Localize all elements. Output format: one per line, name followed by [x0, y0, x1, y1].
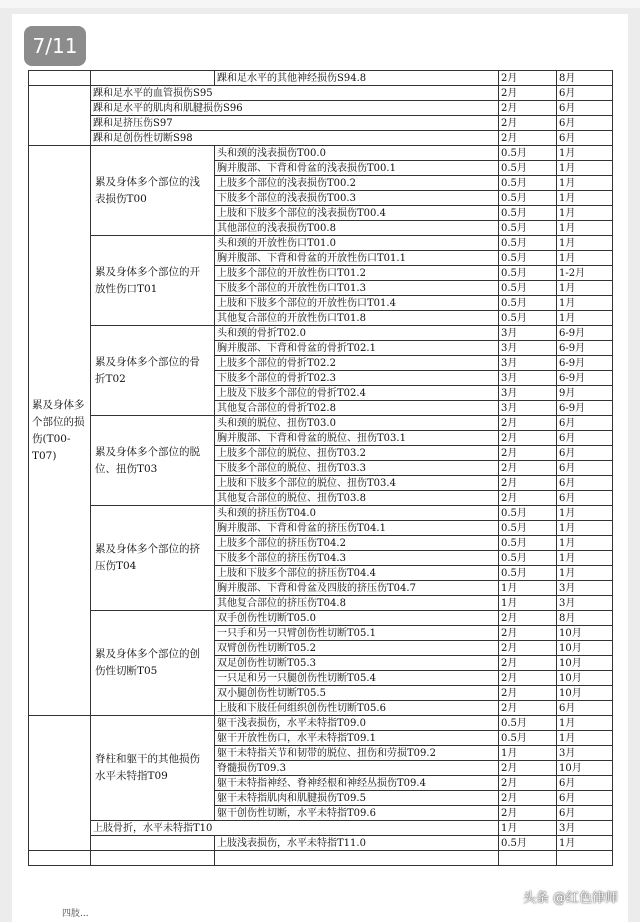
min-duration-cell: 2月	[499, 641, 557, 656]
table-row	[29, 116, 613, 131]
item-name-cell: 躯干浅表损伤，水平未特指T09.0	[215, 716, 499, 731]
min-duration-cell	[499, 851, 557, 866]
max-duration-cell: 6月	[557, 806, 613, 821]
min-duration-cell: 3月	[499, 371, 557, 386]
table-row	[29, 71, 613, 86]
max-duration-cell: 6月	[557, 416, 613, 431]
item-name-cell: 下肢多个部位的脱位、扭伤T03.3	[215, 461, 499, 476]
max-duration-cell: 6-9月	[557, 371, 613, 386]
top-strip	[0, 0, 640, 8]
item-name-cell: 上肢多个部位的浅表损伤T00.2	[215, 176, 499, 191]
max-duration-cell: 1月	[557, 506, 613, 521]
max-duration-cell: 1月	[557, 176, 613, 191]
min-duration-cell: 2月	[499, 476, 557, 491]
max-duration-cell: 10月	[557, 686, 613, 701]
item-name-cell: 头和颈的开放性伤口T01.0	[215, 236, 499, 251]
max-duration-cell: 6月	[557, 776, 613, 791]
max-duration-cell: 6-9月	[557, 401, 613, 416]
max-duration-cell: 3月	[557, 821, 613, 836]
max-duration-cell: 10月	[557, 671, 613, 686]
min-duration-cell: 2月	[499, 101, 557, 116]
max-duration-cell: 1月	[557, 566, 613, 581]
max-duration-cell: 1月	[557, 146, 613, 161]
min-duration-cell: 1月	[499, 821, 557, 836]
table-row	[29, 716, 613, 731]
min-duration-cell: 2月	[499, 461, 557, 476]
injury-table-body	[29, 71, 613, 866]
max-duration-cell: 1月	[557, 731, 613, 746]
max-duration-cell: 1月	[557, 161, 613, 176]
max-duration-cell: 6月	[557, 101, 613, 116]
max-duration-cell: 6月	[557, 446, 613, 461]
min-duration-cell: 1月	[499, 596, 557, 611]
item-name-cell: 踝和足水平的血管损伤S95	[91, 86, 499, 101]
max-duration-cell: 6月	[557, 86, 613, 101]
item-name-cell: 上肢和下肢多个部位的脱位、扭伤T03.4	[215, 476, 499, 491]
max-duration-cell: 6月	[557, 116, 613, 131]
min-duration-cell: 2月	[499, 86, 557, 101]
max-duration-cell: 1月	[557, 296, 613, 311]
group-name-cell: 累及身体多个部位的挤压伤T04	[91, 506, 215, 611]
item-name-cell: 踝和足创伤性切断S98	[91, 131, 499, 146]
item-name-cell: 其他部位的浅表损伤T00.8	[215, 221, 499, 236]
item-name-cell: 下肢多个部位的骨折T02.3	[215, 371, 499, 386]
min-duration-cell: 0.5月	[499, 281, 557, 296]
table-row	[29, 506, 613, 521]
item-name-cell: 胸并腹部、下背和骨盆的挤压伤T04.1	[215, 521, 499, 536]
item-name-cell: 一只手和另一只臂创伤性切断T05.1	[215, 626, 499, 641]
table-row	[29, 131, 613, 146]
min-duration-cell: 0.5月	[499, 251, 557, 266]
item-name-cell: 上肢和下肢多个部位的浅表损伤T00.4	[215, 206, 499, 221]
min-duration-cell: 2月	[499, 701, 557, 716]
min-duration-cell: 2月	[499, 776, 557, 791]
min-duration-cell: 0.5月	[499, 191, 557, 206]
max-duration-cell: 1月	[557, 251, 613, 266]
min-duration-cell: 0.5月	[499, 221, 557, 236]
item-name-cell: 胸并腹部、下背和骨盆及四肢的挤压伤T04.7	[215, 581, 499, 596]
table-row	[29, 236, 613, 251]
max-duration-cell: 6月	[557, 476, 613, 491]
injury-table	[28, 70, 613, 866]
table-row	[29, 101, 613, 116]
min-duration-cell: 2月	[499, 431, 557, 446]
table-row	[29, 146, 613, 161]
item-name-cell: 其他复合部位的脱位、扭伤T03.8	[215, 491, 499, 506]
max-duration-cell: 6月	[557, 431, 613, 446]
item-name-cell: 头和颈的脱位、扭伤T03.0	[215, 416, 499, 431]
min-duration-cell: 0.5月	[499, 146, 557, 161]
min-duration-cell: 2月	[499, 626, 557, 641]
max-duration-cell: 3月	[557, 746, 613, 761]
min-duration-cell: 2月	[499, 656, 557, 671]
min-duration-cell: 2月	[499, 611, 557, 626]
page-counter-badge: 7/11	[24, 26, 86, 66]
item-name-cell: 其他复合部位的挤压伤T04.8	[215, 596, 499, 611]
min-duration-cell: 0.5月	[499, 551, 557, 566]
table-row	[29, 86, 613, 101]
max-duration-cell: 1月	[557, 281, 613, 296]
table-row	[29, 836, 613, 851]
min-duration-cell: 2月	[499, 791, 557, 806]
min-duration-cell: 2月	[499, 686, 557, 701]
min-duration-cell: 2月	[499, 131, 557, 146]
item-name-cell: 躯干未特指神经、脊神经根和神经丛损伤T09.4	[215, 776, 499, 791]
item-name-cell: 上肢和下肢多个部位的挤压伤T04.4	[215, 566, 499, 581]
min-duration-cell: 0.5月	[499, 236, 557, 251]
item-name-cell: 胸并腹部、下背和骨盆的脱位、扭伤T03.1	[215, 431, 499, 446]
max-duration-cell: 1月	[557, 836, 613, 851]
max-duration-cell: 6-9月	[557, 341, 613, 356]
min-duration-cell: 0.5月	[499, 311, 557, 326]
cut-off-text: 四肢...	[62, 909, 89, 919]
min-duration-cell: 2月	[499, 71, 557, 86]
group-name-cell: 累及身体多个部位的创伤性切断T05	[91, 611, 215, 716]
item-name-cell: 脊髓损伤T09.3	[215, 761, 499, 776]
max-duration-cell: 9月	[557, 386, 613, 401]
max-duration-cell: 1月	[557, 536, 613, 551]
max-duration-cell: 1月	[557, 206, 613, 221]
category-cell	[29, 71, 91, 86]
max-duration-cell: 1月	[557, 521, 613, 536]
min-duration-cell: 2月	[499, 671, 557, 686]
min-duration-cell: 0.5月	[499, 296, 557, 311]
min-duration-cell: 3月	[499, 401, 557, 416]
item-name-cell: 躯干创伤性切断，水平未特指T09.6	[215, 806, 499, 821]
max-duration-cell: 10月	[557, 656, 613, 671]
min-duration-cell: 0.5月	[499, 176, 557, 191]
max-duration-cell	[557, 851, 613, 866]
table-row	[29, 416, 613, 431]
min-duration-cell: 0.5月	[499, 506, 557, 521]
min-duration-cell: 3月	[499, 326, 557, 341]
item-name-cell: 上肢多个部位的挤压伤T04.2	[215, 536, 499, 551]
max-duration-cell: 1月	[557, 311, 613, 326]
item-name-cell: 上肢和下肢任何组织创伤性切断T05.6	[215, 701, 499, 716]
min-duration-cell: 0.5月	[499, 836, 557, 851]
max-duration-cell: 6-9月	[557, 356, 613, 371]
category-cell	[29, 851, 91, 866]
max-duration-cell: 6月	[557, 701, 613, 716]
max-duration-cell: 10月	[557, 641, 613, 656]
group-cell	[91, 71, 215, 86]
item-name-cell: 其他复合部位的骨折T02.8	[215, 401, 499, 416]
item-name-cell: 下肢多个部位的浅表损伤T00.3	[215, 191, 499, 206]
max-duration-cell: 6月	[557, 491, 613, 506]
min-duration-cell: 2月	[499, 491, 557, 506]
category-cell	[29, 716, 91, 851]
group-cell	[91, 851, 215, 866]
group-name-cell: 累及身体多个部位的脱位、扭伤T03	[91, 416, 215, 506]
item-name-cell	[215, 851, 499, 866]
item-name-cell: 胸并腹部、下背和骨盆的开放性伤口T01.1	[215, 251, 499, 266]
max-duration-cell: 1月	[557, 716, 613, 731]
max-duration-cell: 6-9月	[557, 326, 613, 341]
max-duration-cell: 10月	[557, 626, 613, 641]
group-name-cell: 脊柱和躯干的其他损伤水平未特指T09	[91, 716, 215, 821]
item-name-cell: 躯干未特指关节和韧带的脱位、扭伤和劳损T09.2	[215, 746, 499, 761]
min-duration-cell: 2月	[499, 416, 557, 431]
min-duration-cell: 3月	[499, 386, 557, 401]
item-name-cell: 躯干开放性伤口，水平未特指T09.1	[215, 731, 499, 746]
max-duration-cell: 3月	[557, 596, 613, 611]
table-row	[29, 326, 613, 341]
item-name-cell: 上肢和下肢多个部位的开放性伤口T01.4	[215, 296, 499, 311]
item-name-cell: 双手创伤性切断T05.0	[215, 611, 499, 626]
item-name-cell: 踝和足水平的其他神经损伤S94.8	[215, 71, 499, 86]
item-name-cell: 双小腿创伤性切断T05.5	[215, 686, 499, 701]
max-duration-cell: 6月	[557, 131, 613, 146]
item-name-cell: 上肢多个部位的骨折T02.2	[215, 356, 499, 371]
min-duration-cell: 2月	[499, 446, 557, 461]
min-duration-cell: 2月	[499, 761, 557, 776]
item-name-cell: 头和颈的浅表损伤T00.0	[215, 146, 499, 161]
min-duration-cell: 0.5月	[499, 536, 557, 551]
min-duration-cell: 1月	[499, 581, 557, 596]
min-duration-cell: 3月	[499, 356, 557, 371]
item-name-cell: 其他复合部位的开放性伤口T01.8	[215, 311, 499, 326]
group-name-cell: 累及身体多个部位的骨折T02	[91, 326, 215, 416]
item-name-cell: 上肢多个部位的开放性伤口T01.2	[215, 266, 499, 281]
min-duration-cell: 3月	[499, 341, 557, 356]
min-duration-cell: 0.5月	[499, 521, 557, 536]
item-name-cell: 踝和足挤压伤S97	[91, 116, 499, 131]
max-duration-cell: 3月	[557, 581, 613, 596]
item-name-cell: 上肢浅表损伤，水平未特指T11.0	[215, 836, 499, 851]
min-duration-cell: 0.5月	[499, 161, 557, 176]
item-name-cell: 躯干未特指肌肉和肌腱损伤T09.5	[215, 791, 499, 806]
item-name-cell: 双足创伤性切断T05.3	[215, 656, 499, 671]
max-duration-cell: 1-2月	[557, 266, 613, 281]
item-name-cell: 一只足和另一只腿创伤性切断T05.4	[215, 671, 499, 686]
category-cell	[29, 86, 91, 146]
max-duration-cell: 1月	[557, 191, 613, 206]
group-name-cell: 累及身体多个部位的浅表损伤T00	[91, 146, 215, 236]
max-duration-cell: 1月	[557, 236, 613, 251]
min-duration-cell: 0.5月	[499, 566, 557, 581]
item-name-cell: 踝和足水平的肌肉和肌腱损伤S96	[91, 101, 499, 116]
group-cell	[91, 836, 215, 851]
item-name-cell: 下肢多个部位的开放性伤口T01.3	[215, 281, 499, 296]
max-duration-cell: 8月	[557, 71, 613, 86]
min-duration-cell: 2月	[499, 116, 557, 131]
max-duration-cell: 8月	[557, 611, 613, 626]
table-row	[29, 611, 613, 626]
min-duration-cell: 0.5月	[499, 206, 557, 221]
item-name-cell: 上肢多个部位的脱位、扭伤T03.2	[215, 446, 499, 461]
min-duration-cell: 0.5月	[499, 716, 557, 731]
item-name-cell: 下肢多个部位的挤压伤T04.3	[215, 551, 499, 566]
table-row	[29, 851, 613, 866]
max-duration-cell: 6月	[557, 791, 613, 806]
main-category-cell: 累及身体多个部位的损伤(T00-T07)	[29, 146, 91, 716]
min-duration-cell: 0.5月	[499, 266, 557, 281]
group-name-cell: 累及身体多个部位的开放性伤口T01	[91, 236, 215, 326]
item-name-cell: 胸并腹部、下背和骨盆的浅表损伤T00.1	[215, 161, 499, 176]
max-duration-cell: 1月	[557, 221, 613, 236]
min-duration-cell: 2月	[499, 806, 557, 821]
min-duration-cell: 1月	[499, 746, 557, 761]
item-name-cell: 双臂创伤性切断T05.2	[215, 641, 499, 656]
max-duration-cell: 6月	[557, 461, 613, 476]
max-duration-cell: 10月	[557, 761, 613, 776]
max-duration-cell: 1月	[557, 551, 613, 566]
watermark: 头条 @红色律师	[522, 891, 618, 906]
table-row	[29, 821, 613, 836]
item-name-cell: 头和颈的挤压伤T04.0	[215, 506, 499, 521]
item-name-cell: 上肢及下肢多个部位的骨折T02.4	[215, 386, 499, 401]
item-name-cell: 上肢骨折，水平未特指T10	[91, 821, 499, 836]
item-name-cell: 头和颈的骨折T02.0	[215, 326, 499, 341]
item-name-cell: 胸并腹部、下背和骨盆的骨折T02.1	[215, 341, 499, 356]
min-duration-cell: 0.5月	[499, 731, 557, 746]
